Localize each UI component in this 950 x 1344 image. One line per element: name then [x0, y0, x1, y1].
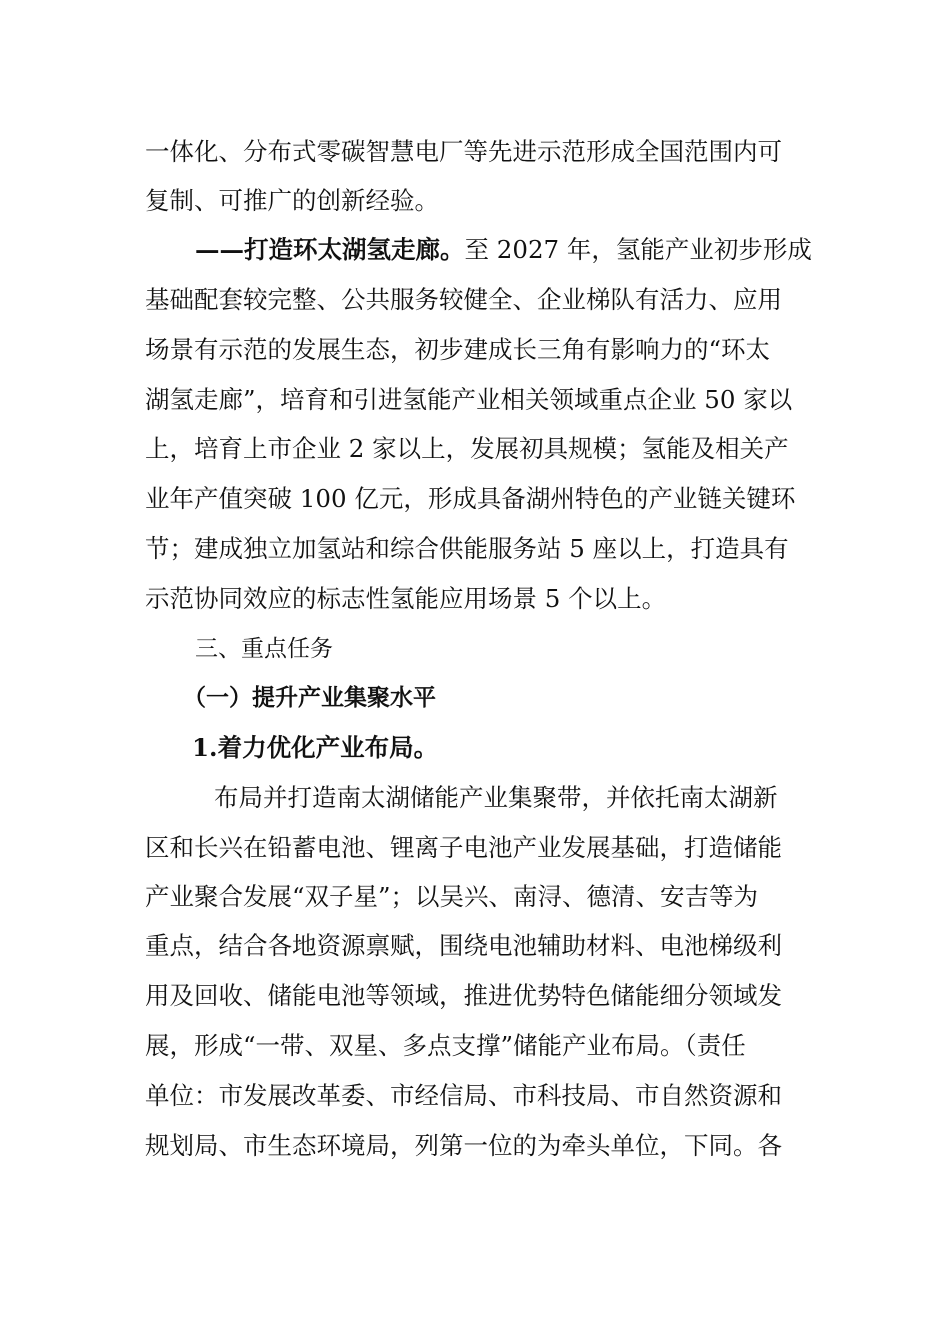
paragraph-1-line-1: 一体化、分布式零碳智慧电厂等先进示范形成全国范围内可 [145, 137, 782, 166]
item-heading: 1.着力优化产业布局。 [192, 733, 439, 762]
section-heading: 三、重点任务 [195, 636, 333, 662]
paragraph-3-line-5: 用及回收、储能电池等领域，推进优势特色储能细分领域发 [145, 981, 782, 1010]
corridor-goal-title: ——打造环太湖氢走廊。 [195, 235, 465, 264]
subsection-heading: （一）提升产业集聚水平 [183, 685, 436, 711]
paragraph-3-line-4: 重点，结合各地资源禀赋，围绕电池辅助材料、电池梯级利 [145, 931, 782, 960]
paragraph-3-line-6: 展，形成“一带、双星、多点支撑”储能产业布局。（责任 [145, 1031, 746, 1060]
paragraph-3-line-1: 布局并打造南太湖储能产业集聚带，并依托南太湖新 [214, 783, 778, 812]
paragraph-1-line-2: 复制、可推广的创新经验。 [145, 186, 439, 215]
paragraph-3-line-2: 区和长兴在铅蓄电池、锂离子电池产业发展基础，打造储能 [145, 833, 782, 862]
paragraph-2-line-3: 场景有示范的发展生态，初步建成长三角有影响力的“环太 [145, 335, 771, 364]
paragraph-2-line-2: 基础配套较完整、公共服务较健全、企业梯队有活力、应用 [145, 285, 782, 314]
paragraph-2-line-5: 上，培育上市企业 2 家以上，发展初具规模；氢能及相关产 [145, 434, 789, 463]
paragraph-2-first-line [195, 230, 815, 270]
paragraph-3-line-3: 产业聚合发展“双子星”；以吴兴、南浔、德清、安吉等为 [145, 882, 759, 911]
paragraph-3-line-8: 规划局、市生态环境局，列第一位的为牵头单位，下同。各 [145, 1131, 782, 1160]
corridor-goal-text: 至 2027 年，氢能产业初步形成 [464, 235, 812, 264]
paragraph-2-line-7: 节；建成独立加氢站和综合供能服务站 5 座以上，打造具有 [145, 534, 789, 563]
paragraph-2-line-8: 示范协同效应的标志性氢能应用场景 5 个以上。 [145, 584, 667, 613]
paragraph-3-line-7: 单位：市发展改革委、市经信局、市科技局、市自然资源和 [145, 1081, 782, 1110]
paragraph-2-line-6: 业年产值突破 100 亿元，形成具备湖州特色的产业链关键环 [145, 484, 796, 513]
paragraph-2-line-4: 湖氢走廊”，培育和引进氢能产业相关领域重点企业 50 家以 [145, 385, 793, 414]
